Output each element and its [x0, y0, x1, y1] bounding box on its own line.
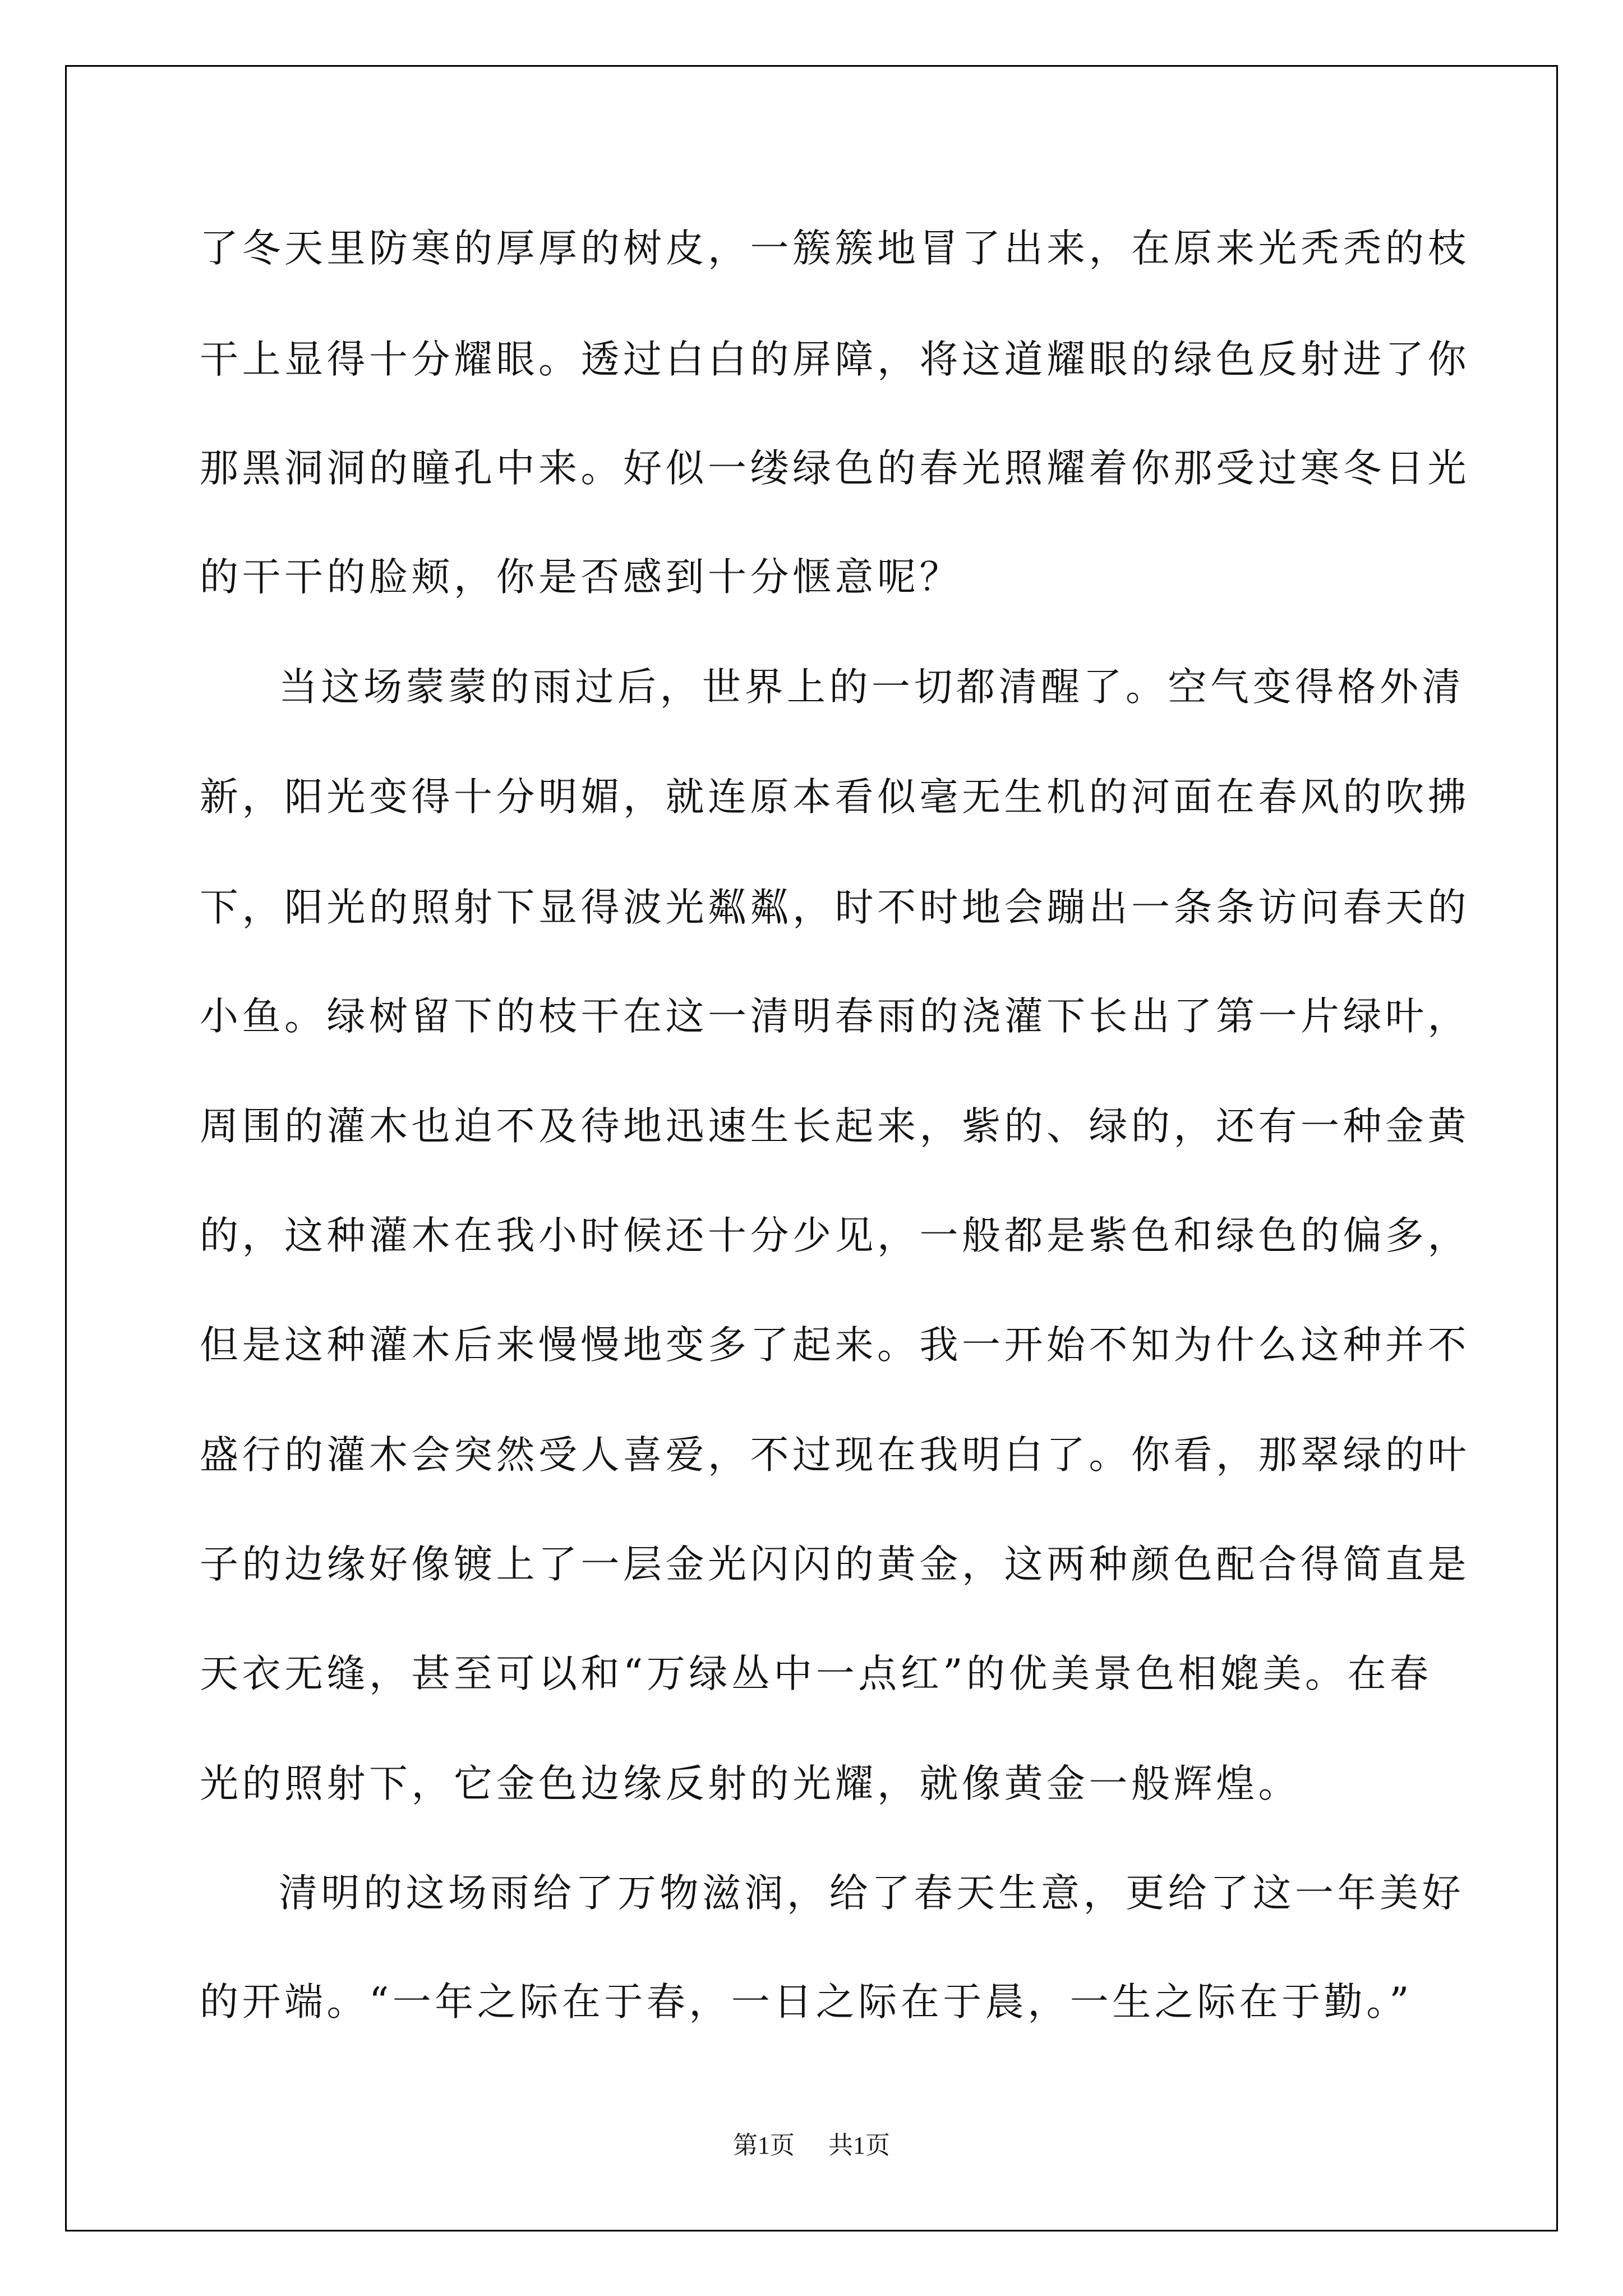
text-line: 的，这种灌木在我小时候还十分少见，一般都是紫色和绿色的偏多， [200, 1213, 1470, 1258]
text-line: 周围的灌木也迫不及待地迅速生长起来，紫的、绿的，还有一种金黄 [200, 1104, 1470, 1149]
text-line: 子的边缘好像镀上了一层金光闪闪的黄金，这两种颜色配合得简直是 [200, 1542, 1470, 1587]
text-line: 了冬天里防寒的厚厚的树皮，一簇簇地冒了出来，在原来光秃秃的枝 [200, 226, 1470, 271]
page-footer [0, 2129, 1623, 2162]
paragraph-start-line: 清明的这场雨给了万物滋润，给了春天生意，更给了这一年美好 [279, 1871, 1464, 1916]
paragraph-start-line: 当这场蒙蒙的雨过后，世界上的一切都清醒了。空气变得格外清 [279, 665, 1464, 710]
text-line: 光的照射下，它金色边缘反射的光耀，就像黄金一般辉煌。 [200, 1761, 1301, 1806]
text-line: 但是这种灌木后来慢慢地变多了起来。我一开始不知为什么这种并不 [200, 1323, 1470, 1368]
text-line: 盛行的灌木会突然受人喜爱，不过现在我明白了。你看，那翠绿的叶 [200, 1433, 1470, 1478]
text-line: 的开端。“一年之际在于春，一日之际在于晨，一生之际在于勤。” [200, 1980, 1413, 2024]
text-line: 那黑洞洞的瞳孔中来。好似一缕绿色的春光照耀着你那受过寒冬日光 [200, 446, 1470, 491]
text-line: 天衣无缝，甚至可以和“万绿丛中一点红”的优美景色相媲美。在春 [200, 1651, 1432, 1696]
text-line: 干上显得十分耀眼。透过白白的屏障，将这道耀眼的绿色反射进了你 [200, 337, 1470, 382]
text-line: 的干干的脸颊，你是否感到十分惬意呢？ [200, 555, 962, 600]
text-line: 下，阳光的照射下显得波光粼粼，时不时地会蹦出一条条访问春天的 [200, 885, 1470, 930]
page-number-current: 第1页 [733, 2132, 795, 2159]
text-line: 新，阳光变得十分明媚，就连原本看似毫无生机的河面在春风的吹拂 [200, 775, 1470, 820]
text-line: 小鱼。绿树留下的枝干在这一清明春雨的浇灌下长出了第一片绿叶， [200, 994, 1470, 1039]
page-number-total: 共1页 [828, 2132, 890, 2159]
